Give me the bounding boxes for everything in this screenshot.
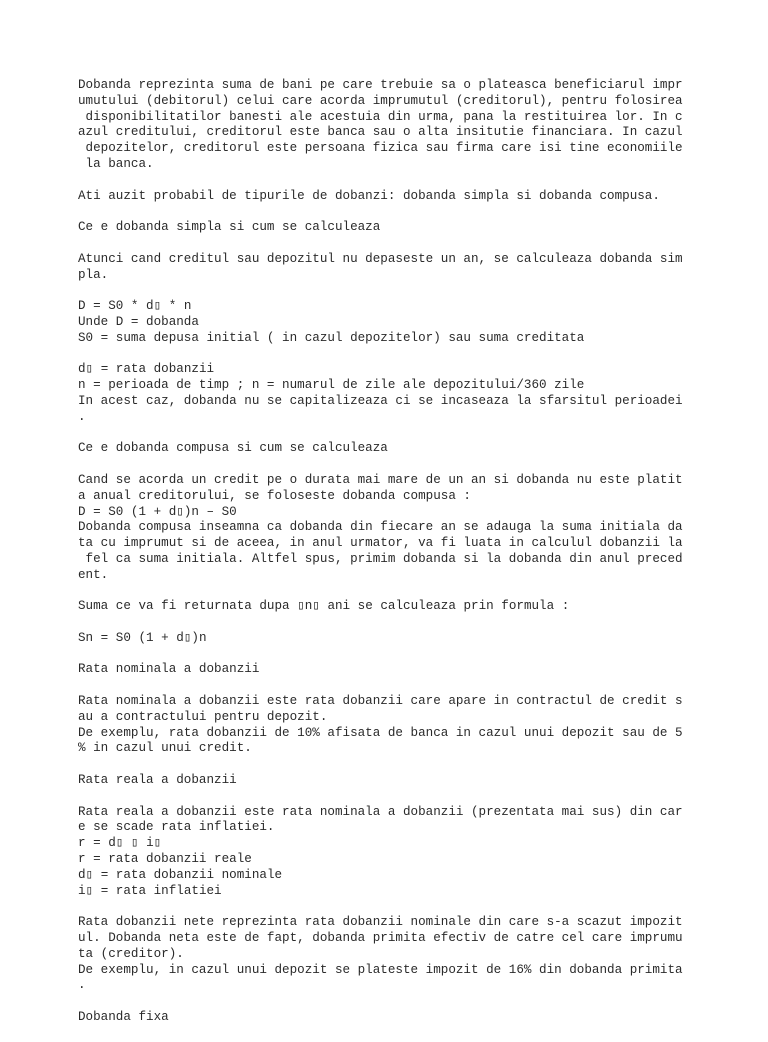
text-line: pla. xyxy=(78,267,109,282)
text-line: fel ca suma initiala. Altfel spus, primim dobanda si la dobanda din anul preced xyxy=(78,551,683,566)
text-line: De exemplu, rata dobanzii de 10% afisata de banca in cazul unui depozit sau de 5 xyxy=(78,725,683,740)
text-line: De exemplu, in cazul unui depozit se plateste impozit de 16% din dobanda primita xyxy=(78,962,683,977)
text-line: Sn = S0 (1 + d▯)n xyxy=(78,630,207,645)
text-line: Dobanda compusa inseamna ca dobanda din fiecare an se adauga la suma initiala da xyxy=(78,520,683,535)
text-line: depozitelor, creditorul este persoana fizica sau firma care isi tine economiile xyxy=(78,141,683,156)
text-line: Dobanda reprezinta suma de bani pe care trebuie sa o plateasca beneficiarul impr xyxy=(78,78,683,92)
text-line: D = S0 * d▯ * n xyxy=(78,299,192,314)
text-line: Rata nominala a dobanzii este rata dobanzii care apare in contractul de credit s xyxy=(78,694,683,709)
paragraph xyxy=(78,599,718,615)
text-line: S0 = suma depusa initial ( in cazul depozitelor) sau suma creditata xyxy=(78,330,585,345)
paragraph xyxy=(78,662,718,678)
text-line: azul creditului, creditorul este banca sau o alta insitutie financiara. In cazul xyxy=(78,125,683,140)
text-line: Rata dobanzii nete reprezinta rata dobanzii nominale din care s-a scazut impozit xyxy=(78,915,683,930)
paragraph xyxy=(78,441,718,457)
text-line: Ce e dobanda compusa si cum se calculeaza xyxy=(78,441,388,456)
text-line: umutului (debitorul) celui care acorda imprumutul (creditorul), pentru folosirea xyxy=(78,93,683,108)
paragraph xyxy=(78,1010,718,1026)
text-line: Rata reala a dobanzii este rata nominala a dobanzii (prezentata mai sus) din car xyxy=(78,804,683,819)
text-line: ta (creditor). xyxy=(78,946,184,961)
text-line: d▯ = rata dobanzii nominale xyxy=(78,867,283,882)
text-line: d▯ = rata dobanzii xyxy=(78,362,215,377)
text-line: Atunci cand creditul sau depozitul nu depaseste un an, se calculeaza dobanda sim xyxy=(78,251,683,266)
paragraph xyxy=(78,694,718,757)
text-line: Unde D = dobanda xyxy=(78,314,199,329)
text-line: Cand se acorda un credit pe o durata mai mare de un an si dobanda nu este platit xyxy=(78,472,683,487)
paragraph xyxy=(78,220,718,236)
text-line: Dobanda fixa xyxy=(78,1010,169,1025)
text-line: ta cu imprumut si de aceea, in anul urmator, va fi luata in calculul dobanzii la xyxy=(78,536,683,551)
paragraph xyxy=(78,773,718,789)
paragraph xyxy=(78,252,718,284)
text-line: . xyxy=(78,978,86,993)
paragraph xyxy=(78,362,718,425)
text-line: ent. xyxy=(78,567,109,582)
text-line: Ce e dobanda simpla si cum se calculeaza xyxy=(78,220,381,235)
paragraph xyxy=(78,473,718,584)
text-line: . xyxy=(78,409,86,424)
text-line: r = rata dobanzii reale xyxy=(78,852,252,867)
text-line: e se scade rata inflatiei. xyxy=(78,820,275,835)
text-line: In acest caz, dobanda nu se capitalizeaza ci se incaseaza la sfarsitul perioadei xyxy=(78,393,683,408)
paragraph xyxy=(78,78,718,173)
paragraph xyxy=(78,915,718,994)
text-line: Rata reala a dobanzii xyxy=(78,773,237,788)
text-line: i▯ = rata inflatiei xyxy=(78,883,222,898)
text-line: n = perioada de timp ; n = numarul de zile ale depozitului/360 zile xyxy=(78,378,585,393)
text-line: au a contractului pentru depozit. xyxy=(78,709,328,724)
text-line: Rata nominala a dobanzii xyxy=(78,662,260,677)
text-line: r = d▯ ▯ i▯ xyxy=(78,836,162,851)
text-line: disponibilitatilor banesti ale acestuia din urma, pana la restituirea lor. In c xyxy=(78,109,683,124)
text-line: la banca. xyxy=(78,156,154,171)
paragraph xyxy=(78,631,718,647)
text-line: D = S0 (1 + d▯)n – S0 xyxy=(78,504,237,519)
paragraph xyxy=(78,299,718,346)
paragraph xyxy=(78,805,718,900)
text-line: Ati auzit probabil de tipurile de dobanzi: dobanda simpla si dobanda compusa. xyxy=(78,188,660,203)
text-line: Suma ce va fi returnata dupa ▯n▯ ani se calculeaza prin formula : xyxy=(78,599,570,614)
text-line: ul. Dobanda neta este de fapt, dobanda primita efectiv de catre cel care imprumu xyxy=(78,931,683,946)
text-line: % in cazul unui credit. xyxy=(78,741,252,756)
paragraph xyxy=(78,189,718,205)
text-line: a anual creditorului, se foloseste dobanda compusa : xyxy=(78,488,471,503)
document-page xyxy=(78,78,718,1042)
